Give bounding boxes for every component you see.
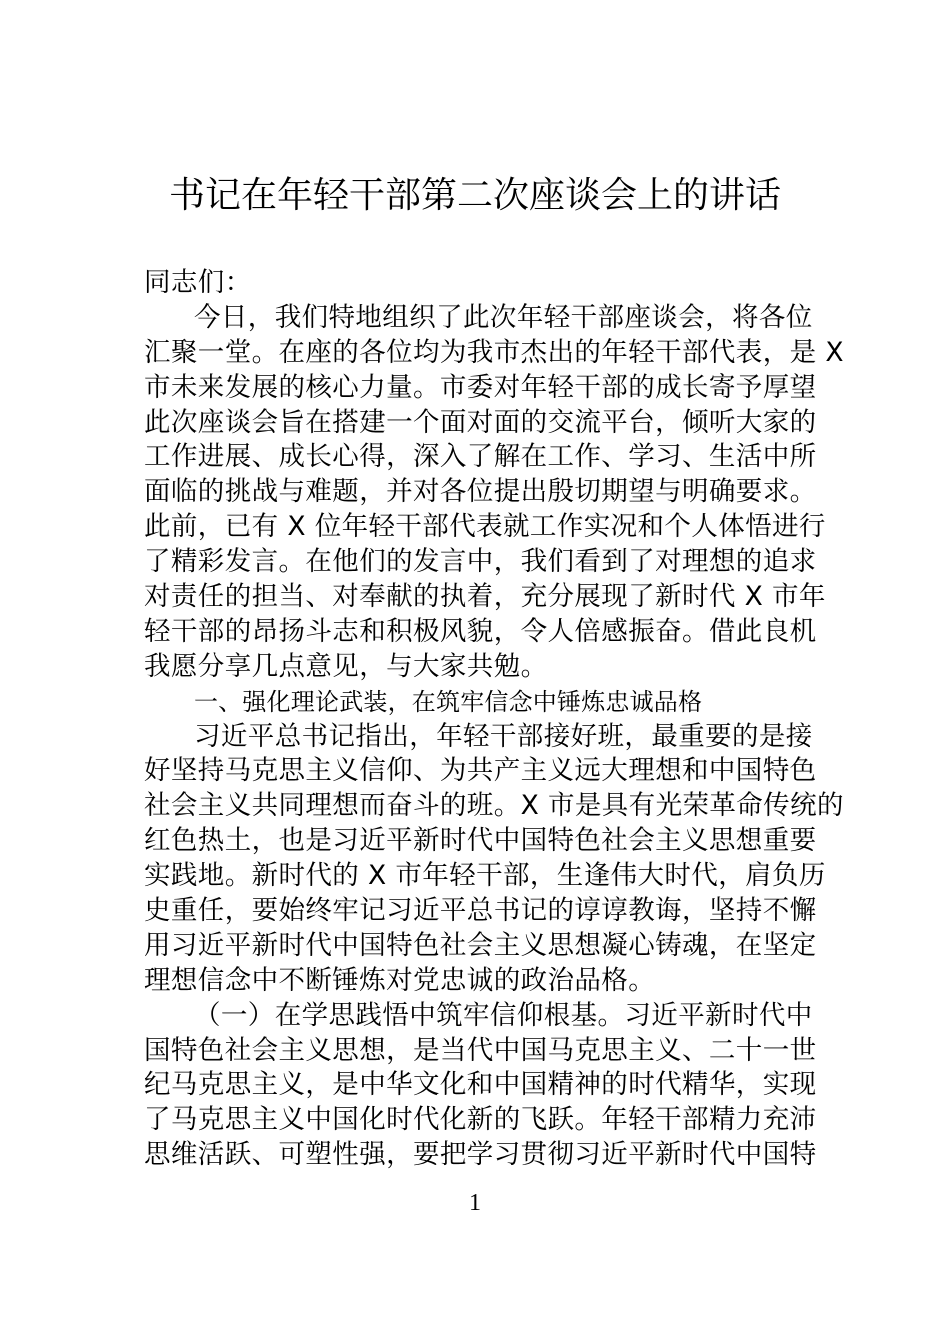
paragraph-line: 汇聚一堂。在座的各位均为我市杰出的年轻干部代表，是 X [144,336,844,368]
paragraph-line: 今日，我们特地组织了此次年轻干部座谈会，将各位 [194,301,813,333]
paragraph-line: 实践地。新时代的 X 市年轻干部，生逢伟大时代，肩负历 [144,860,826,892]
paragraph-line: 此次座谈会旨在搭建一个面对面的交流平台，倾听大家的 [144,406,817,438]
document-title: 书记在年轻干部第二次座谈会上的讲话 [168,175,781,216]
paragraph-line: 轻干部的昂扬斗志和积极风貌，令人倍感振奋。借此良机 [144,615,817,647]
paragraph-line: 习近平总书记指出，年轻干部接好班，最重要的是接 [194,720,813,752]
subsection-line: （一）在学思践悟中筑牢信仰根基。习近平新时代中 [194,999,813,1031]
paragraph-line: 社会主义共同理想而奋斗的班。X 市是具有光荣革命传统的 [144,790,844,822]
paragraph-line: 市未来发展的核心力量。市委对年轻干部的成长寄予厚望 [144,371,817,403]
paragraph-line: 工作进展、成长心得，深入了解在工作、学习、生活中所 [144,441,817,473]
paragraph-line: 纪马克思主义，是中华文化和中国精神的时代精华，实现 [144,1069,817,1101]
paragraph-line: 史重任，要始终牢记习近平总书记的谆谆教诲，坚持不懈 [144,895,817,927]
document-body [144,266,844,1173]
paragraph-line: 国特色社会主义思想，是当代中国马克思主义、二十一世 [144,1034,817,1066]
paragraph-line: 了精彩发言。在他们的发言中，我们看到了对理想的追求 [144,546,817,578]
paragraph-line: 好坚持马克思主义信仰、为共产主义远大理想和中国特色 [144,755,817,787]
paragraph-line: 了马克思主义中国化时代化新的飞跃。年轻干部精力充沛 [144,1104,817,1136]
paragraph-line: 此前，已有 X 位年轻干部代表就工作实况和个人体悟进行 [144,511,826,543]
section-heading: 一、强化理论武装，在筑牢信念中锤炼忠诚品格 [194,687,703,716]
paragraph-line: 思维活跃、可塑性强，要把学习贯彻习近平新时代中国特 [144,1139,817,1171]
paragraph-line: 面临的挑战与难题，并对各位提出殷切期望与明确要求。 [144,476,817,508]
paragraph-line: 理想信念中不断锤炼对党忠诚的政治品格。 [144,964,656,996]
paragraph-line: 红色热土，也是习近平新时代中国特色社会主义思想重要 [144,825,817,857]
paragraph-line: 我愿分享几点意见，与大家共勉。 [144,650,548,682]
paragraph-line: 用习近平新时代中国特色社会主义思想凝心铸魂，在坚定 [144,929,817,961]
page-number: 1 [469,1190,481,1216]
paragraph-line: 对责任的担当、对奉献的执着，充分展现了新时代 X 市年 [144,581,826,613]
salutation: 同志们： [144,267,252,298]
